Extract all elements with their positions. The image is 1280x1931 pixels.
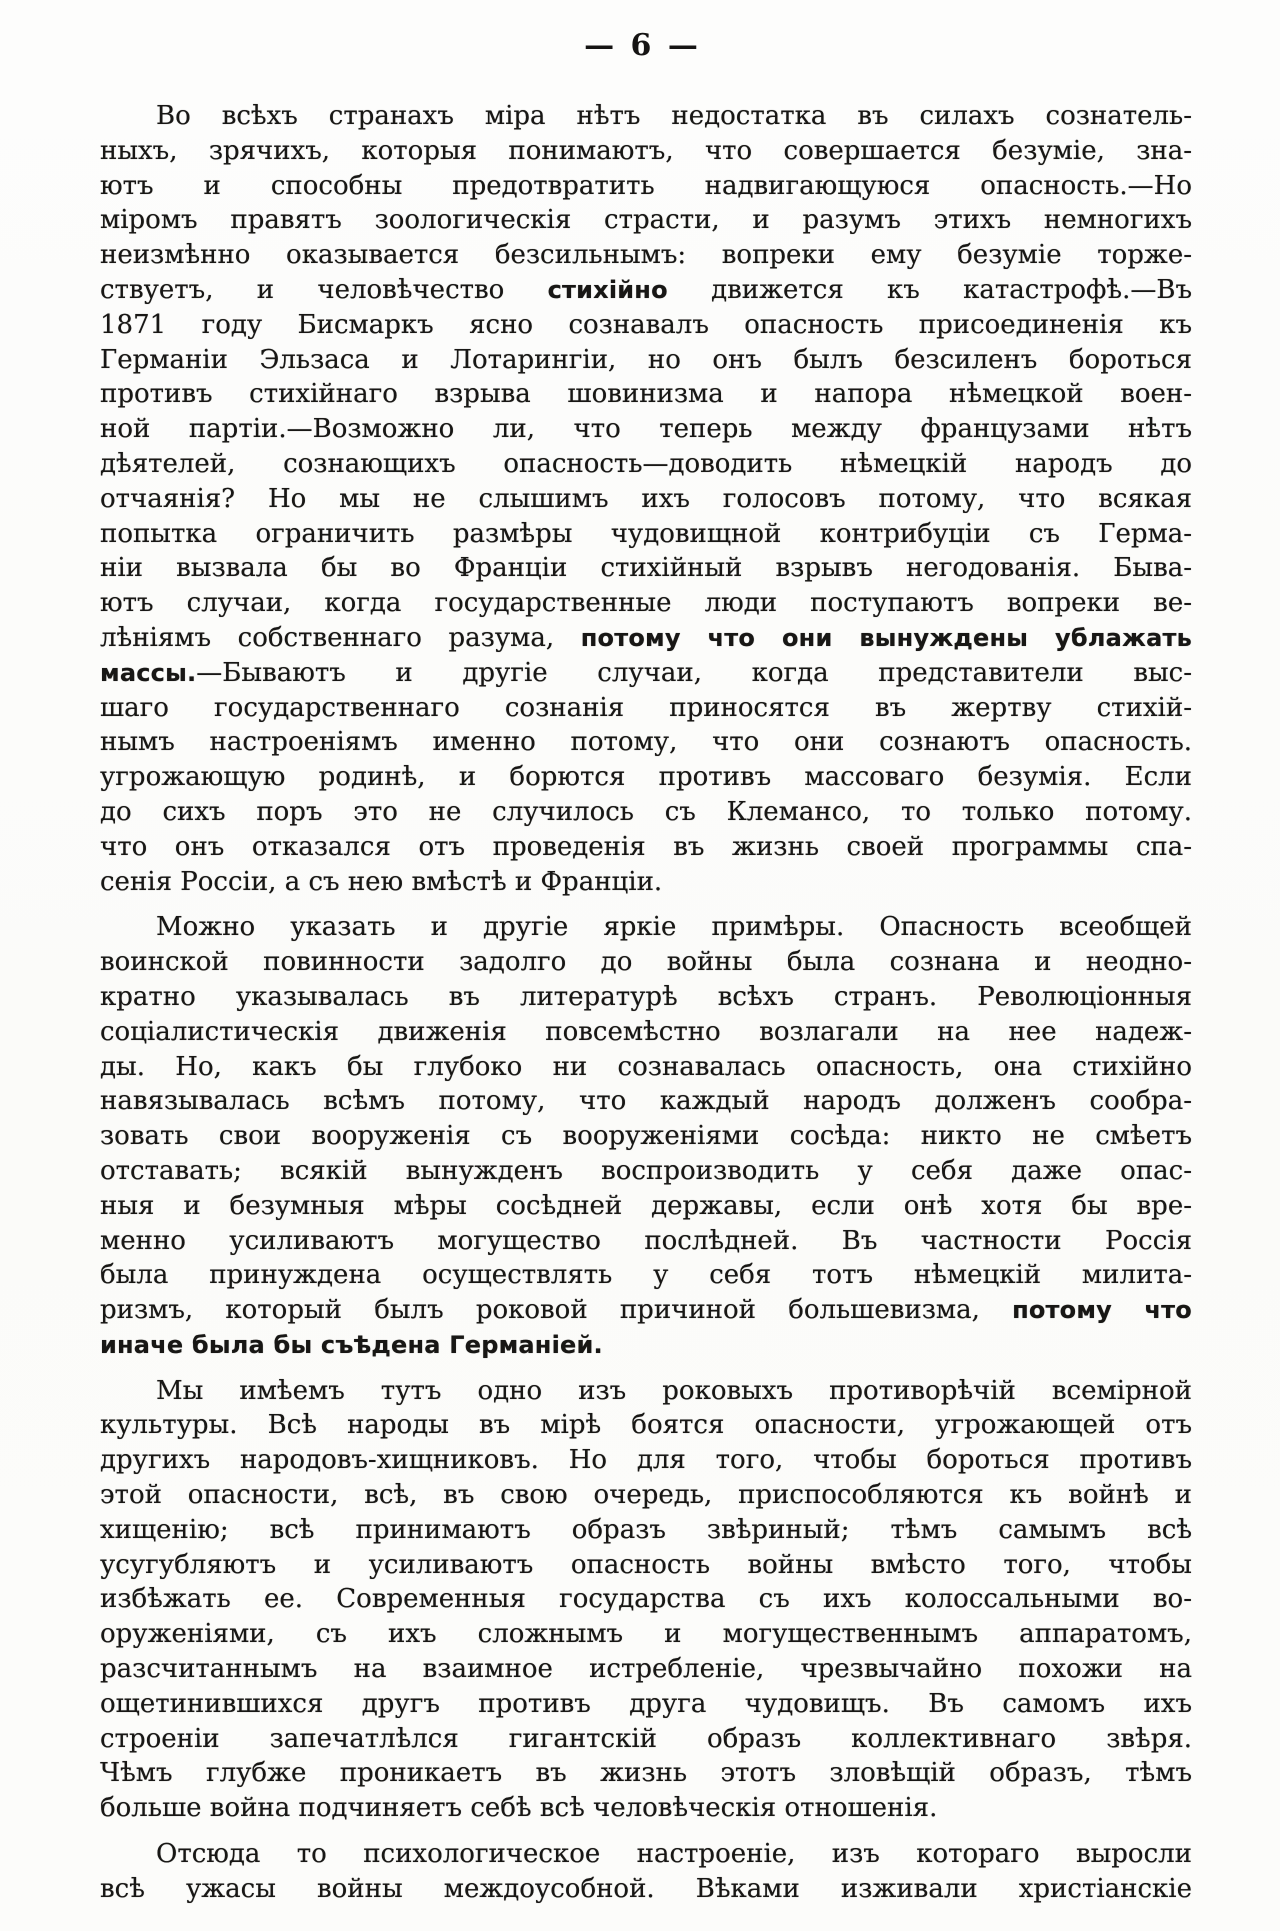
body-text: ной партіи.—Возможно ли, что теперь между французами нѣтъ [100,414,1192,445]
text-line [100,1582,1192,1617]
text-line [100,621,1192,656]
text-line [100,238,1192,273]
text-line [100,1791,1192,1826]
text-line [100,134,1192,169]
text-line [100,1328,1192,1363]
body-text: оруженіями, съ ихъ сложнымъ и могущественнымъ аппаратомъ, [100,1619,1192,1650]
body-text: ютъ и способны предотвратить надвигающуюся опасность.—Но [100,170,1192,201]
text-line [100,865,1192,900]
text-line [100,980,1192,1015]
body-text: навязывалась всѣмъ потому, что каждый народъ долженъ сообра- [100,1086,1192,1117]
text-line [100,1408,1192,1443]
body-text: ризмъ, который былъ роковой причиной большевизма, [100,1295,1013,1326]
paragraph [100,1837,1192,1907]
body-text: строеніи запечатлѣлся гигантскій образъ коллективнаго звѣря. [100,1723,1192,1754]
body-text: Отсюда то психологическое настроеніе, изъ котораго выросли [156,1839,1192,1870]
body-text: дѣятелей, сознающихъ опасность—доводить нѣмецкій народъ до [100,448,1192,479]
paragraph [100,910,1192,1362]
page-number: — 6 — [584,28,701,63]
body-text: движется къ катастрофѣ.—Въ [667,274,1192,305]
text-line [100,1443,1192,1478]
text-line [100,1119,1192,1154]
text-line [100,273,1192,308]
body-text: всѣ ужасы войны междоусобной. Вѣками изживали христіанскіе [100,1873,1192,1904]
body-text: попытка ограничить размѣры чудовищной контрибуціи съ Герма- [100,518,1192,549]
text-line [100,1837,1192,1872]
text-line [100,1617,1192,1652]
body-text: сенія Россіи, а съ нею вмѣстѣ и Франціи. [100,866,663,897]
text-line [100,1050,1192,1085]
text-line [100,1652,1192,1687]
text-block [100,99,1192,1918]
text-line [100,169,1192,204]
text-line [100,1478,1192,1513]
body-text: культуры. Всѣ народы въ мірѣ боятся опасности, угрожающей отъ [100,1410,1192,1441]
body-text: неизмѣнно оказывается безсильнымъ: вопреки ему безуміе торже- [100,240,1192,271]
text-line [100,656,1192,691]
body-text: Во всѣхъ странахъ міра нѣтъ недостатка въ силахъ сознатель- [156,101,1192,131]
body-text: усугубляютъ и усиливаютъ опасность войны вмѣсто того, чтобы [100,1549,1192,1580]
body-text: ніи вызвала бы во Франціи стихійный взрывъ негодованія. Быва- [100,553,1192,584]
body-text: ныя и безумныя мѣры сосѣдней державы, если онѣ хотя бы вре- [100,1190,1192,1221]
text-line [100,795,1192,830]
text-line [100,99,1192,134]
body-text: менно усиливаютъ могущество послѣдней. Въ частности Россія [100,1225,1192,1256]
body-text: кратно указывалась въ литературѣ всѣхъ странъ. Революціонныя [100,981,1192,1012]
body-text: хищенію; всѣ принимаютъ образъ звѣриный; тѣмъ самымъ всѣ [100,1514,1192,1545]
body-text: была принуждена осуществлять у себя тотъ нѣмецкій милита- [100,1260,1192,1291]
text-line [100,1189,1192,1224]
body-text: больше война подчиняетъ себѣ всѣ человѣческія отношенія. [100,1793,938,1824]
bold-emphasis-text: массы. [100,658,197,687]
body-text: нымъ настроеніямъ именно потому, что они сознаютъ опасность. [100,727,1192,758]
text-line [100,1756,1192,1791]
body-text: ды. Но, какъ бы глубоко ни сознавалась опасность, она стихійно [100,1051,1192,1082]
text-line [100,1687,1192,1722]
body-text: воинской повинности задолго до войны была сознана и неодно- [100,947,1192,978]
body-text: что онъ отказался отъ проведенія въ жизнь своей программы спа- [100,831,1192,862]
body-text: Чѣмъ глубже проникаетъ въ жизнь этотъ зловѣщій образъ, тѣмъ [100,1758,1192,1789]
bold-emphasis-text: иначе была бы съѣдена Германіей. [100,1330,603,1359]
text-line [100,343,1192,378]
body-text: угрожающую родинѣ, и борются противъ массоваго безумія. Если [100,762,1192,793]
body-text: Мы имѣемъ тутъ одно изъ роковыхъ противорѣчій всемірной [156,1375,1192,1406]
text-line [100,377,1192,412]
text-line [100,308,1192,343]
text-line [100,203,1192,238]
body-text: ныхъ, зрячихъ, которыя понимаютъ, что совершается безуміе, зна- [100,135,1192,166]
text-line [100,1224,1192,1259]
body-text: лѣніямъ собственнаго разума, [100,622,581,653]
text-line [100,1548,1192,1583]
text-line [100,482,1192,517]
text-line [100,412,1192,447]
body-text: ютъ случаи, когда государственные люди поступаютъ вопреки ве- [100,588,1192,619]
body-text: зовать свои вооруженія съ вооруженіями сосѣда: никто не смѣетъ [100,1121,1192,1152]
bold-emphasis-text: потому что они вынуждены ублажать [580,623,1192,652]
text-line [100,760,1192,795]
text-line [100,945,1192,980]
text-line [100,1084,1192,1119]
text-line [100,1872,1192,1907]
text-line [100,1015,1192,1050]
paragraph [100,99,1192,899]
text-line [100,1293,1192,1328]
body-text: соціалистическія движенія повсемѣстно возлагали на нее надеж- [100,1016,1192,1047]
bold-emphasis-text: потому что [1012,1296,1192,1325]
text-line [100,725,1192,760]
paragraph [100,1374,1192,1826]
text-line [100,1513,1192,1548]
body-text: отчаянія? Но мы не слышимъ ихъ голосовъ потому, что всякая [100,483,1192,514]
body-text: Германіи Эльзаса и Лотарингіи, но онъ былъ безсиленъ бороться [100,344,1192,375]
body-text: ствуетъ, и человѣчество [100,274,548,305]
text-line [100,551,1192,586]
body-text: до сихъ поръ это не случилось съ Клемансо, то только потому. [100,796,1192,827]
bold-emphasis-text: стихійно [547,275,668,304]
text-line [100,1722,1192,1757]
body-text: другихъ народовъ-хищниковъ. Но для того, чтобы бороться противъ [100,1445,1192,1476]
text-line [100,691,1192,726]
text-line [100,910,1192,945]
body-text: отставать; всякій вынужденъ воспроизводить у себя даже опас- [100,1155,1192,1186]
body-text: міромъ правятъ зоологическія страсти, и разумъ этихъ немногихъ [100,205,1192,236]
text-line [100,1258,1192,1293]
body-text: 1871 году Бисмаркъ ясно сознавалъ опасность присоединенія къ [100,309,1192,340]
body-text: избѣжать ее. Современныя государства съ ихъ колоссальными во- [100,1584,1192,1615]
text-line [100,447,1192,482]
text-line [100,830,1192,865]
body-text: этой опасности, всѣ, въ свою очередь, приспособляются къ войнѣ и [100,1480,1192,1511]
body-text: противъ стихійнаго взрыва шовинизма и напора нѣмецкой воен- [100,379,1192,410]
body-text: ощетинившихся другъ противъ друга чудовищъ. Въ самомъ ихъ [100,1688,1192,1719]
body-text: —Бываютъ и другіе случаи, когда представители выс- [196,657,1192,688]
body-text: разсчитаннымъ на взаимное истребленіе, чрезвычайно похожи на [100,1654,1192,1685]
body-text: шаго государственнаго сознанія приносятся въ жертву стихій- [100,692,1192,723]
text-line [100,586,1192,621]
body-text: Можно указать и другіе яркіе примѣры. Опасность всеобщей [156,912,1192,943]
text-line [100,517,1192,552]
text-line [100,1154,1192,1189]
text-line [100,1374,1192,1409]
